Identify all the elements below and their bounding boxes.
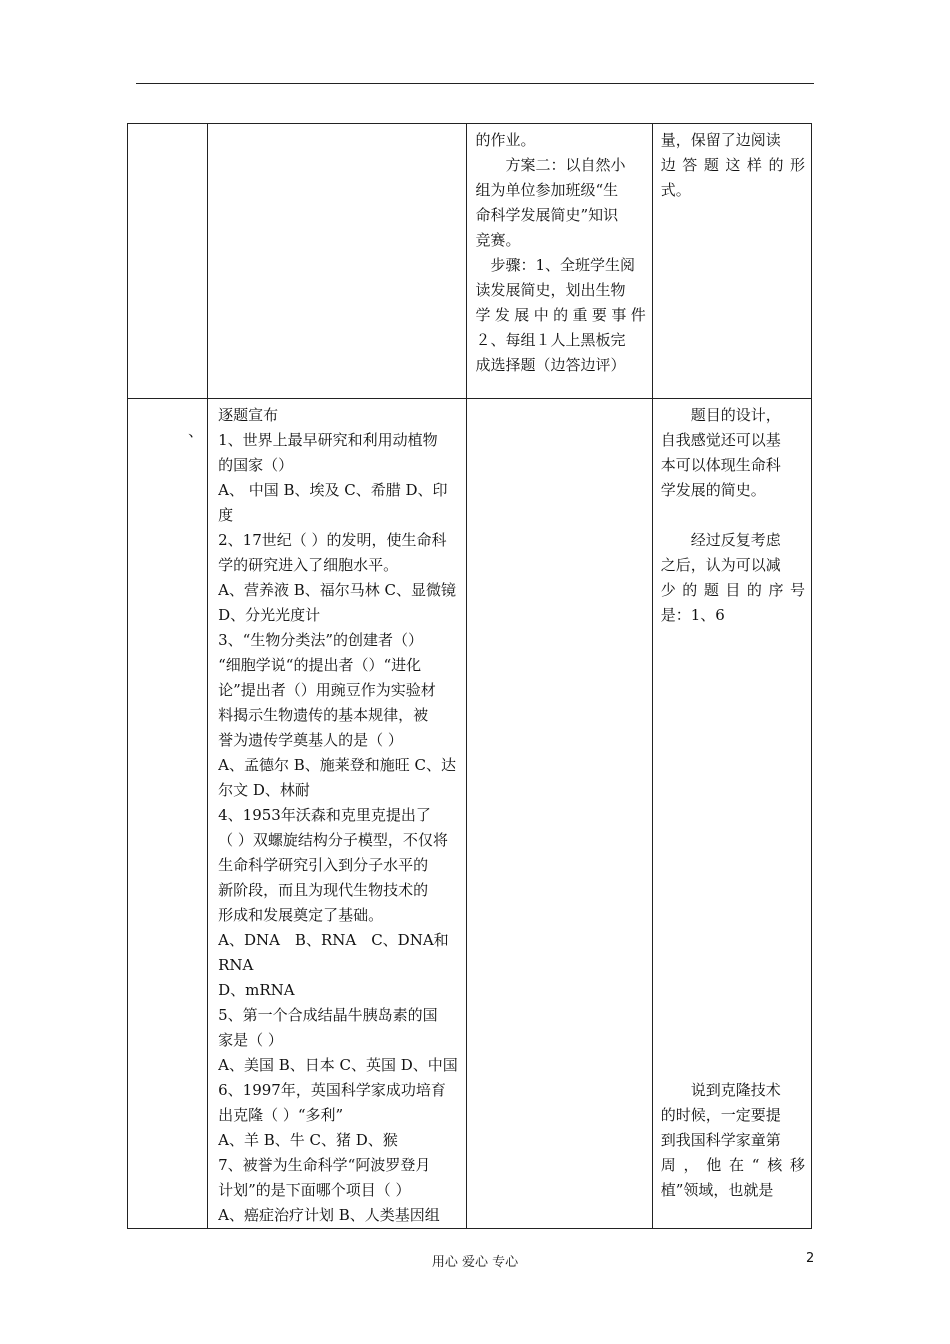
text-line: 说到克隆技术: [660, 1081, 781, 1099]
text-line: 量，保留了边阅读: [660, 131, 781, 149]
text-line: 成选择题（边答边评）: [475, 356, 626, 374]
text-line: 竞赛。: [475, 231, 521, 249]
header-rule: [136, 83, 814, 84]
text-line: 5、第一个合成结晶牛胰岛素的国: [218, 1006, 438, 1024]
text-line: 度: [218, 506, 234, 524]
text-line: 学发展的简史。: [660, 481, 766, 499]
table-row: [128, 399, 812, 1229]
text-line: 形成和发展奠定了基础。: [218, 906, 384, 924]
page-number: 2: [806, 1251, 815, 1266]
text-line: 新阶段，而且为现代生物技术的: [218, 881, 429, 899]
text-line: 经过反复考虑: [660, 531, 781, 549]
notes-text: [653, 124, 811, 203]
text-line: 7、被誉为生命科学“阿波罗登月: [218, 1156, 431, 1174]
text-line: A、孟德尔 B、施莱登和施旺 C、达: [218, 756, 456, 774]
text-line: 的国家（）: [218, 456, 294, 474]
text-line: 是：1、6: [660, 606, 725, 624]
text-line: 4、1953年沃森和克里克提出了: [218, 806, 431, 824]
text-line: 自我感觉还可以基: [660, 431, 781, 449]
notes-text: [653, 399, 811, 1203]
text-line: 题目的设计，: [660, 406, 781, 424]
table-cell-notes: [652, 399, 811, 1229]
text-line: 6、1997年，英国科学家成功培育: [218, 1081, 446, 1099]
text-line: 边答题这样的形: [660, 156, 805, 174]
activity-text: [467, 124, 651, 378]
text-line: 生命科学研究引入到分子水平的: [218, 856, 429, 874]
text-line: “细胞学说“的提出者（）“进化: [218, 656, 422, 674]
quiz-questions: [208, 399, 466, 1228]
text-line: 1、世界上最早研究和利用动植物: [218, 431, 438, 449]
text-line: 读发展简史，划出生物: [475, 281, 626, 299]
text-line: 逐题宣布: [218, 406, 279, 424]
table-cell-content: [208, 399, 467, 1229]
table-cell-section: [128, 124, 208, 399]
text-line: 周，他在“核移: [660, 1156, 805, 1174]
text-line: 尔文 D、林耐: [218, 781, 310, 799]
text-line: 家是（ ）: [218, 1031, 283, 1049]
text-line: 3、“生物分类法”的创建者（）: [218, 631, 423, 649]
text-line: A、癌症治疗计划 B、人类基因组: [218, 1206, 440, 1224]
text-line: 少的题目的序号: [660, 581, 805, 599]
text-line: 学发展中的重要事件: [475, 306, 646, 324]
text-line: 的作业。: [475, 131, 536, 149]
page-footer: 用心 爱心 专心: [431, 1255, 519, 1270]
text-line: ２、每组１人上黑板完: [475, 331, 626, 349]
text-line: D、分光光度计: [218, 606, 321, 624]
text-line: 步骤：1、全班学生阅: [475, 256, 636, 274]
text-line: 方案二：以自然小: [475, 156, 626, 174]
section-mark: 、: [188, 422, 204, 440]
paragraph-gap: [661, 503, 805, 528]
text-line: D、mRNA: [218, 981, 295, 999]
text-line: 之后，认为可以减: [660, 556, 781, 574]
text-line: 到我国科学家童第: [660, 1131, 781, 1149]
paragraph-gap: [661, 628, 805, 1078]
text-line: 的时候，一定要提: [660, 1106, 781, 1124]
text-line: 2、17世纪（ ）的发明，使生命科: [218, 531, 447, 549]
table-cell-notes: [652, 124, 811, 399]
text-line: 植”领域，也就是: [660, 1181, 774, 1199]
text-line: A、美国 B、日本 C、英国 D、中国: [218, 1056, 458, 1074]
table-row: [128, 124, 812, 399]
text-line: 命科学发展简史”知识: [475, 206, 619, 224]
table-cell-activity: [467, 399, 652, 1229]
text-line: A、羊 B、牛 C、猪 D、猴: [218, 1131, 398, 1149]
text-line: （ ）双螺旋结构分子模型，不仅将: [218, 831, 448, 849]
text-line: 论”提出者（）用豌豆作为实验材: [218, 681, 436, 699]
text-line: 本可以体现生命科: [660, 456, 781, 474]
text-line: 组为单位参加班级“生: [475, 181, 619, 199]
text-line: 学的研究进入了细胞水平。: [218, 556, 399, 574]
text-line: A、DNA B、RNA C、DNA和RNA: [218, 931, 449, 974]
table-cell-section: [128, 399, 208, 1229]
text-line: A、 中国 B、埃及 C、希腊 D、印: [218, 481, 448, 499]
text-line: 式。: [660, 181, 691, 199]
text-line: A、营养液 B、福尔马林 C、显微镜: [218, 581, 456, 599]
table-cell-activity: [467, 124, 652, 399]
text-line: 料揭示生物遗传的基本规律，被: [218, 706, 429, 724]
table-cell-content: [208, 124, 467, 399]
lesson-plan-table: [127, 123, 812, 1229]
text-line: 誉为遗传学奠基人的是（ ）: [218, 731, 403, 749]
text-line: 出克隆（ ）“多利”: [218, 1106, 344, 1124]
text-line: 计划”的是下面哪个项目（ ）: [218, 1181, 411, 1199]
